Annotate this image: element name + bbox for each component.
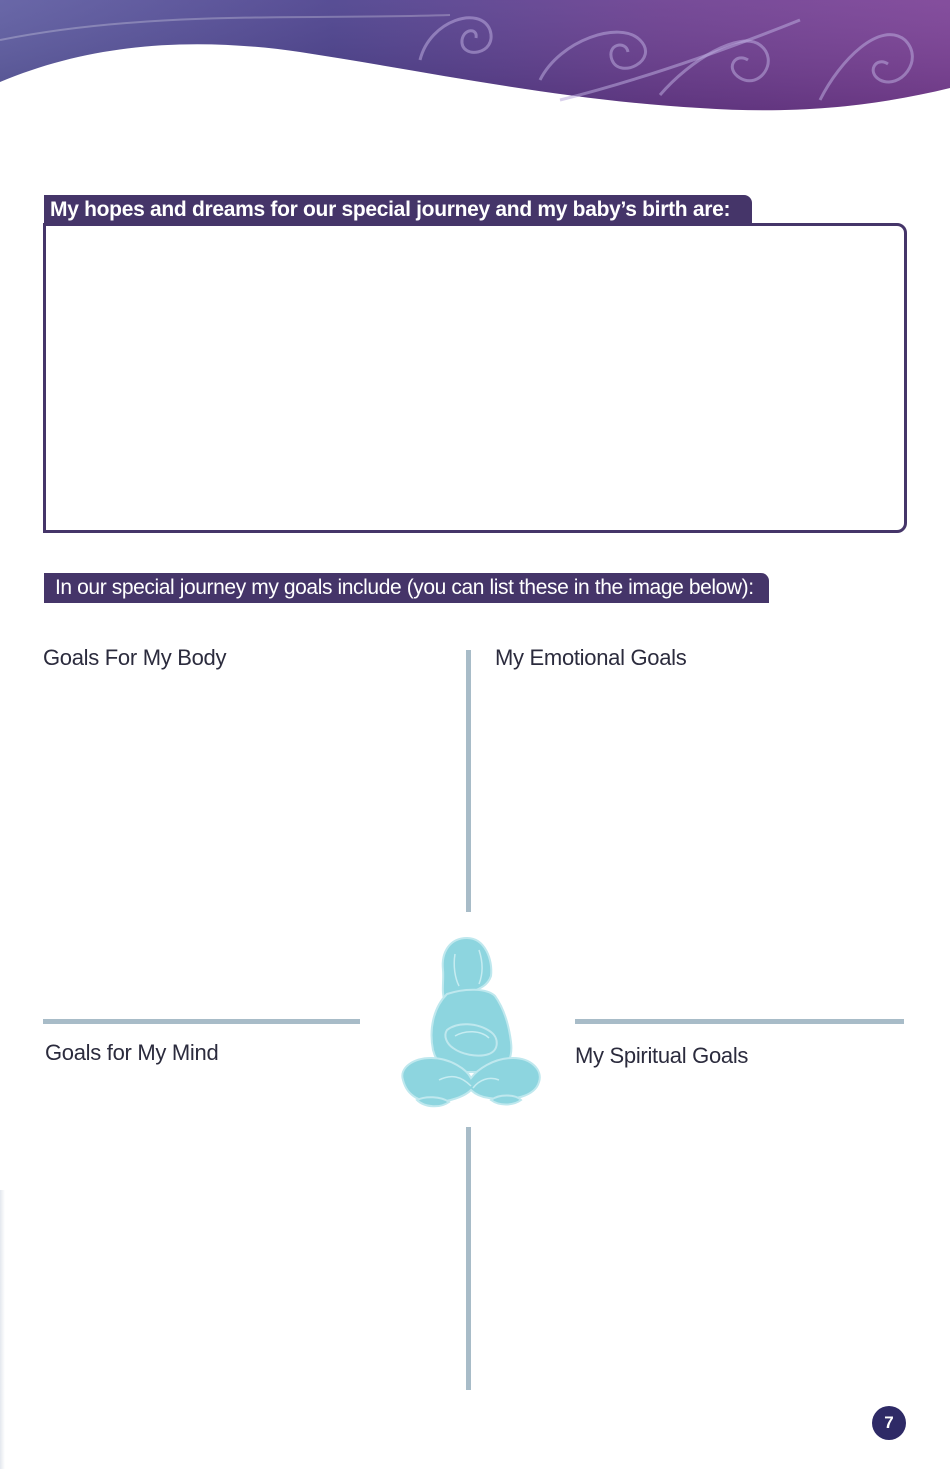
- hopes-section-label: My hopes and dreams for our special journey and my baby’s birth are:: [44, 195, 752, 225]
- divider-left-horizontal: [43, 1019, 360, 1024]
- goals-body-label: Goals For My Body: [43, 645, 227, 670]
- goals-spiritual-label: My Spiritual Goals: [575, 1043, 749, 1068]
- pregnant-woman-meditating-icon: [395, 930, 545, 1112]
- goals-mind-label: Goals for My Mind: [45, 1040, 219, 1065]
- divider-top-vertical: [466, 650, 471, 912]
- goals-emotional-label: My Emotional Goals: [495, 645, 687, 670]
- divider-bottom-vertical: [466, 1127, 471, 1390]
- page-edge-shadow: [0, 1190, 5, 1469]
- page-number-badge: 7: [872, 1406, 906, 1440]
- divider-right-horizontal: [575, 1019, 904, 1024]
- hopes-writing-box[interactable]: [43, 223, 907, 533]
- goals-section-label: In our special journey my goals include (you can list these in the image below):: [44, 573, 769, 603]
- header-banner: [0, 0, 950, 140]
